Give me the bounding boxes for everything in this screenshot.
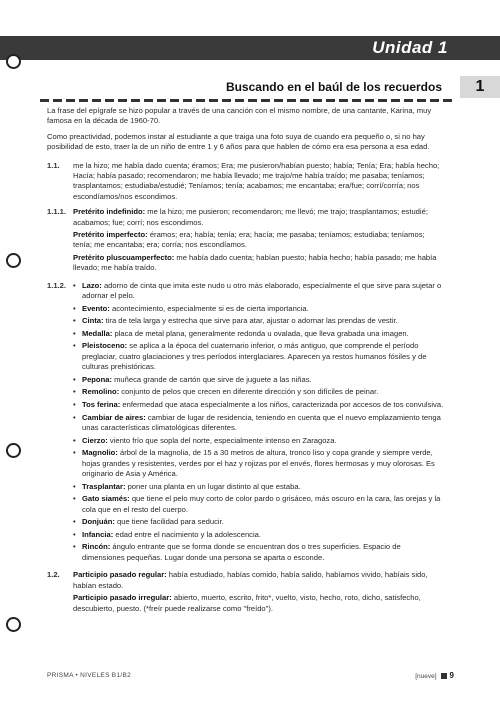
glossary-term: Remolino: xyxy=(82,387,120,397)
footer-book-title: PRISMA • NIVELES B1/B2 xyxy=(47,672,132,679)
glossary-term: Trasplantar: xyxy=(82,481,126,491)
glossary-term: Evento: xyxy=(82,303,110,313)
page-word: [nueve] xyxy=(415,673,437,680)
glossary-definition: placa de metal plana, generalmente redonda u ovalada, que lleva grabada una imagen. xyxy=(112,328,409,338)
tense-label: Pretérito indefinido: xyxy=(73,207,146,217)
glossary-term: Cierzo: xyxy=(82,435,108,445)
glossary-definition: tira de tela larga y estrecha que sirve para atar, ajustar o adornar las prendas de vestir. xyxy=(103,316,398,326)
glossary-item xyxy=(73,375,444,385)
glossary-item xyxy=(73,517,444,527)
glossary-item xyxy=(73,329,444,339)
glossary-item xyxy=(73,400,444,410)
glossary-term: Cinta: xyxy=(82,316,104,326)
glossary-item xyxy=(73,436,444,446)
participle-answers: abierto, muerto, escrito, frito*, vuelto, visto, hecho, roto, dicho, satisfecho, descubierto, puesto. (*freír puede realizarse como "freído"). xyxy=(73,593,421,613)
binder-hole-icon xyxy=(6,443,21,458)
glossary-term: Magnolio: xyxy=(82,448,118,458)
section-1-1-1 xyxy=(47,207,444,275)
glossary-definition: adorno de cinta que imita este nudo u otro más elaborado, especialmente el que sirve para sujetar o adornar el pelo. xyxy=(82,280,442,301)
section-number: 1.2. xyxy=(47,570,60,580)
section-number: 1.1.1. xyxy=(47,207,66,217)
glossary-term: Infancia: xyxy=(82,529,114,539)
glossary-term: Gato siamés: xyxy=(82,494,130,504)
participle-paragraph xyxy=(73,570,444,591)
glossary-definition: edad entre el nacimiento y la adolescencia. xyxy=(113,529,261,539)
page-content xyxy=(47,106,444,621)
section-1-2 xyxy=(47,570,444,616)
glossary-item xyxy=(73,413,444,434)
participle-label: Participio pasado irregular: xyxy=(73,593,172,603)
chapter-number-tab: 1 xyxy=(460,76,500,98)
glossary-term: Cambiar de aires: xyxy=(82,412,146,422)
intro-paragraph: Como preactividad, podemos instar al estudiante a que traiga una foto suya de cuando era pequeño o, si no hay posibilidad de esto, traer la de un niño de entre 1 y 6 años para que hablen de cómo era esa persona a esa edad. xyxy=(47,131,430,152)
section-1-1 xyxy=(47,161,444,203)
binder-hole-icon xyxy=(6,253,21,268)
glossary-definition: muñeca grande de cartón que sirve de juguete a las niñas. xyxy=(111,374,312,384)
tense-answers: me la hizo; me pusieron; recomendaron; me llevó; me trajo; trasplantamos; estudié; acabamos; fue; corrí; nos escondimos. xyxy=(73,207,428,227)
section-number: 1.1.2. xyxy=(47,280,66,290)
unit-title: Unidad 1 xyxy=(372,38,448,57)
tense-paragraph xyxy=(73,253,444,274)
glossary-definition: que tiene facilidad para seducir. xyxy=(114,517,224,527)
glossary-term: Lazo: xyxy=(82,280,102,290)
glossary-term: Medalla: xyxy=(82,328,113,338)
glossary-definition: enfermedad que ataca especialmente a los niños, caracterizada por accesos de tos convulsiva. xyxy=(120,400,444,410)
section-title: Buscando en el baúl de los recuerdos xyxy=(225,80,442,94)
glossary-item xyxy=(73,482,444,492)
glossary-item xyxy=(73,387,444,397)
tense-paragraph xyxy=(73,207,444,228)
glossary-definition: árbol de la magnolia, de 15 a 30 metros de altura, tronco liso y copa grande y siempre verde, hojas grandes y resistentes, verdes por el haz y rojizas por el envés, flores hermosas y muy olorosas. Es originario de Asia y América. xyxy=(82,448,435,479)
participle-paragraph xyxy=(73,593,444,614)
page-number: 9 xyxy=(449,671,454,680)
section-text: me la hizo; me había dado cuenta; éramos; Era; me pusieron/habían puesto; había; Tenía; Era; había hecho; Hacía; había pasado; recomendaron; me había llevado; me trajo/me había traído; me pasaba; teníamos; trasplantamos; estudiaba/estudié; Teníamos; tenía; acabamos; me encantaba; era/fue; corrí/corría; nos escondíamos/nos escondimos. xyxy=(73,160,440,201)
glossary-definition: se aplica a la época del cuaternario inferior, o más antiguo, que comprende el período preglaciar, cuatro glaciaciones y tres períodos interglaciares. Aparecen ya restos humanos fósiles y de culturas prehistóricas. xyxy=(82,341,427,372)
glossary-item xyxy=(73,304,444,314)
glossary-item xyxy=(73,316,444,326)
glossary-term: Donjuán: xyxy=(82,517,115,527)
glossary-definition: conjunto de pelos que crecen en diferente dirección y son difíciles de peinar. xyxy=(119,387,379,397)
dashed-divider xyxy=(40,99,452,102)
tense-answers: éramos; era; había; tenía; era; hacía; me pasaba; teníamos; estudiaba; teníamos; tenía; me encantaba; era; corría; nos escondíamos. xyxy=(73,230,425,250)
tense-label: Pretérito pluscuamperfecto: xyxy=(73,252,175,262)
section-number: 1.1. xyxy=(47,160,60,170)
glossary-term: Pleistoceno: xyxy=(82,341,128,351)
glossary-definition: que tiene el pelo muy corto de color pardo o grisáceo, más oscuro en la cara, las orejas y la cola que en el resto del cuerpo. xyxy=(82,494,441,514)
glossary-list xyxy=(73,281,444,564)
glossary-item xyxy=(73,494,444,515)
glossary-definition: poner una planta en un lugar distinto al que estaba. xyxy=(125,481,301,491)
intro-paragraph: La frase del epígrafe se hizo popular a través de una canción con el mismo nombre, de una cantante, Karina, muy famosa en la década de 1960-70. xyxy=(47,106,432,126)
glossary-term: Rincón: xyxy=(82,542,111,552)
square-icon xyxy=(441,673,447,679)
tense-label: Pretérito imperfecto: xyxy=(73,230,148,240)
section-1-1-2 xyxy=(47,281,444,566)
glossary-definition: acontecimiento, especialmente si es de cierta importancia. xyxy=(109,303,309,313)
glossary-item xyxy=(73,341,444,372)
glossary-definition: viento frío que sopla del norte, especialmente intenso en Zaragoza. xyxy=(107,435,337,445)
participle-answers: había estudiado, habías comido, había salido, habíamos vivido, habíais sido, habían estado. xyxy=(73,570,428,590)
glossary-item xyxy=(73,281,444,302)
glossary-term: Tos ferina: xyxy=(82,400,121,410)
glossary-definition: cambiar de lugar de residencia, teniendo en cuenta que el nuevo emplazamiento tenga unas características climatológicas diferentes. xyxy=(82,412,441,433)
glossary-item xyxy=(73,542,444,563)
binder-hole-icon xyxy=(6,617,21,632)
participle-label: Participio pasado regular: xyxy=(73,570,167,580)
footer-page xyxy=(415,671,454,680)
tense-paragraph xyxy=(73,230,444,251)
glossary-item xyxy=(73,448,444,479)
binder-hole-icon xyxy=(6,54,21,69)
glossary-item xyxy=(73,530,444,540)
glossary-definition: ángulo entrante que se forma donde se encuentran dos o tres superficies. Espacio de dimensiones pequeñas. Lugar donde una persona se aparta o esconde. xyxy=(82,542,401,562)
tense-answers: me había dado cuenta; habían puesto; había hecho; había pasado; me había llevado; me había traído. xyxy=(73,252,437,273)
glossary-term: Pepona: xyxy=(82,374,112,384)
